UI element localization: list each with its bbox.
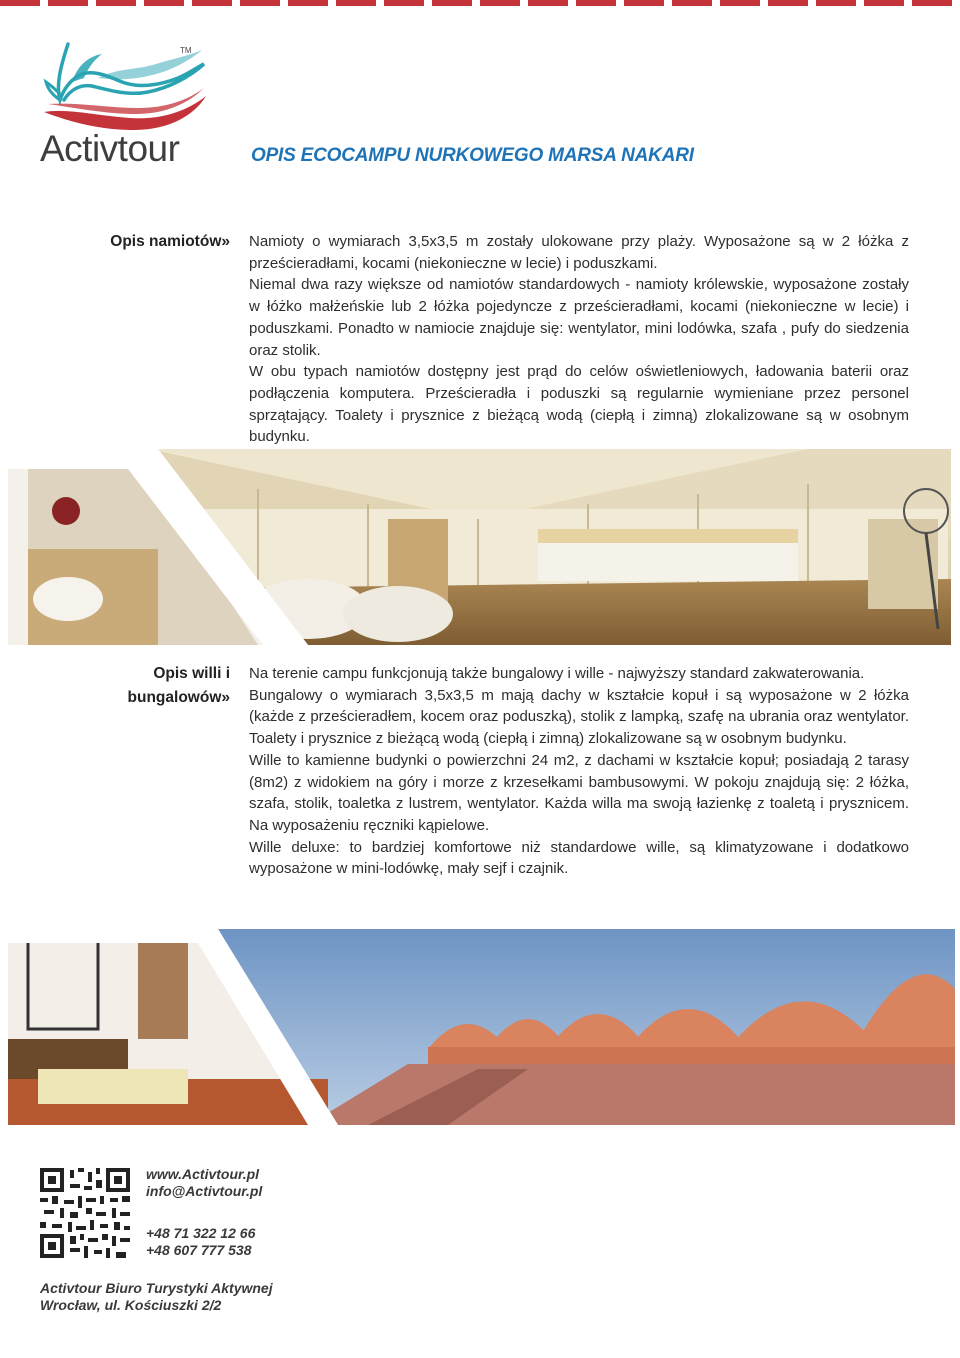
logo-wordmark: Activtour [40,128,180,169]
section-label-line: Opis willi i [153,665,230,682]
tent-photo-illustration [8,449,951,645]
paragraph: Wille to kamienne budynki o powierzchni 24 m2, z dachami w kształcie kopuł; posiadają 2 tarasy (8m2) z widokiem na góry i morze z krzesełkami bambusowymi. W pokoju znajdują się: 2 łóżka, szafa, stolik, toaletka z lustrem, wentylator. Każda willa ma swoją łazienkę z toaletą i prysznicem. Na wyposażeniu ręczniki kąpielowe. [249,751,909,834]
villa-photo-illustration [8,929,955,1125]
activtour-logo [38,38,213,173]
paragraph: Wille deluxe: to bardziej komfortowe niż standardowe wille, są klimatyzowane i dodatkowo wyposażone w mini-lodówkę, mały sejf i czajnik. [249,838,909,878]
qr-code-icon [40,1168,130,1258]
trademark-symbol: TM [180,46,192,55]
page-title: OPIS ECOCAMPU NURKOWEGO MARSA NAKARI [251,145,694,166]
tent-interior-photo [8,449,951,645]
paragraph: W obu typach namiotów dostępny jest prąd do celów oświetleniowych, ładowania baterii oraz podłączenia komputera. Prześcieradła i poduszki są regularnie wymieniane przez personel sprzątający. Toalety i prysznice z bieżącą wodą (ciepłą i zimną) zlokalizowane są w osobnym budynku. [249,363,909,446]
section-label-line: bungalowów» [127,689,230,706]
contact-website[interactable]: www.Activtour.pl [146,1166,260,1182]
paragraph: Niemal dwa razy większe od namiotów standardowych - namioty królewskie, wyposażone zostały w łóżko małżeńskie lub 2 łóżka pojedyncze z prześcieradłami, kocami (niekonieczne w lecie) i poduszkami. Ponadto w namiocie znajduje się: wentylator, mini lodówka, szafa , pufy do siedzenia oraz stolik. [249,276,909,359]
paragraph: Namioty o wymiarach 3,5x3,5 m zostały ulokowane przy plaży. Wyposażone są w 2 łóżka z prześcieradłami, kocami (niekonieczne w lecie) i poduszkami. [249,233,909,272]
paragraph: Bungalowy o wymiarach 3,5x3,5 m mają dachy w kształcie kopuł i są wyposażone w 2 łóżka (każde z prześcieradłem, kocem oraz poduszką), stolik z lampką, szafę na ubrania oraz wentylator. Toalety i prysznice z bieżącą wodą (ciepłą i zimną) zlokalizowane są w osobnym budynku. [249,686,909,748]
paragraph: Na terenie campu funkcjonują także bungalowy i wille - najwyższy standard zakwaterowania. [249,665,865,682]
top-decorative-stripe [0,0,960,6]
contact-phone-2: +48 607 777 538 [146,1242,252,1258]
contact-email[interactable]: info@Activtour.pl [146,1183,263,1199]
villa-photo [8,929,955,1125]
section-body-villas [249,663,909,880]
company-name: Activtour Biuro Turystyki Aktywnej [40,1280,273,1296]
section-body-tents [249,231,909,448]
section-label-villas [100,662,230,710]
company-address: Wrocław, ul. Kościuszki 2/2 [40,1297,222,1313]
section-label-tents: Opis namiotów» [110,233,230,250]
contact-phone-1: +48 71 322 12 66 [146,1225,256,1241]
